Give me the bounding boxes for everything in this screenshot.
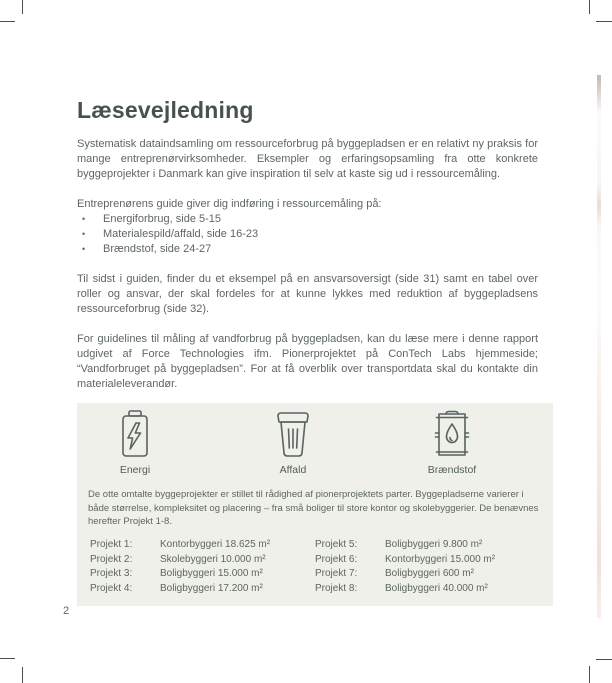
projects-column-left [90, 538, 270, 596]
list-item-energy: • Energiforbrug, side 5-15 [77, 212, 538, 227]
project-label: Projekt 2: [90, 553, 133, 565]
project-value: Boligbyggeri 40.000 m² [385, 582, 488, 594]
project-row-8 [315, 582, 495, 597]
project-row-3 [90, 567, 270, 582]
project-row-4 [90, 582, 270, 597]
project-label: Projekt 4: [90, 582, 133, 594]
crop-mark-bottom-right-horizontal [596, 659, 612, 660]
waste-icon-group [235, 409, 351, 476]
oil-barrel-icon [394, 409, 510, 459]
project-label: Projekt 1: [90, 539, 133, 550]
page-edge-bleed-strip [597, 75, 601, 618]
waste-icon-label: Affald [279, 464, 307, 476]
list-item-fuel: • Brændstof, side 24-27 [77, 242, 538, 257]
guide-topic-list [77, 212, 538, 257]
list-item-waste: • Materialespild/affald, side 16-23 [77, 227, 538, 242]
project-value: Boligbyggeri 15.000 m² [160, 568, 263, 579]
project-label: Projekt 7: [315, 568, 358, 579]
energy-icon-group [77, 409, 193, 476]
projects-description: De otte omtalte byggeprojekter er stillet til rådighed af pionerprojektets parter. Byggepladserne varierer i både størrelse, kompleksitet og placering – fra små boliger til store kontor og skolebyggerier. De benævnes herefter Projekt 1-8. [88, 489, 539, 527]
paragraph-overview: Til sidst i guiden, finder du et eksempel på en ansvarsoversigt (side 31) samt en tabel over roller og ansvar, der skal fordeles for at kunne lykkes med reduktion af byggepladsens ressourceforbrug (side 32). [77, 273, 538, 315]
battery-energy-icon [77, 409, 193, 459]
project-row-2 [90, 553, 270, 568]
paragraph-water: For guidelines til måling af vandforbrug på byggepladsen, kan du læse mere i denne rapport udgivet af Force Technologies ifm. Pionerprojektet på ConTech Labs hjemmeside; “Vandforbruget på byggepladsen”. For at få overblik over transportdata skal du kontakte din materialeleverandør. [77, 333, 538, 390]
page-number: 2 [63, 605, 70, 617]
project-value: Boligbyggeri 9.800 m² [385, 539, 483, 550]
project-row-1 [90, 538, 270, 553]
project-value: Skolebyggeri 10.000 m² [160, 553, 266, 565]
project-row-5 [315, 538, 495, 553]
project-label: Projekt 8: [315, 582, 358, 594]
crop-mark-bottom-left-vertical [22, 667, 23, 683]
fuel-icon-group [394, 409, 510, 476]
text-column [77, 97, 538, 407]
project-label: Projekt 6: [315, 553, 358, 565]
fuel-icon-label: Brændstof [427, 464, 477, 476]
projects-column-right [315, 538, 495, 596]
project-row-6 [315, 553, 495, 568]
project-value: Boligbyggeri 600 m² [385, 568, 474, 579]
energy-icon-label: Energi [119, 464, 151, 476]
project-label: Projekt 3: [90, 568, 133, 579]
trash-bin-icon [235, 409, 351, 459]
paragraph-intro: Systematisk dataindsamling om ressourceforbrug på byggepladsen er en relativt ny praksis for mange entreprenørvirksomheder. Eksempler og erfaringsopsamling fra otte konkrete byggeprojekter i Danmark kan give inspiration til selv at kaste sig ud i ressourcemåling. [77, 138, 538, 180]
project-value: Kontorbyggeri 18.625 m² [160, 539, 271, 550]
crop-mark-bottom-right-vertical [589, 666, 590, 683]
projects-info-box [77, 403, 553, 606]
project-row-7 [315, 567, 495, 582]
project-value: Boligbyggeri 17.200 m² [160, 582, 263, 594]
project-value: Kontorbyggeri 15.000 m² [385, 553, 496, 565]
crop-mark-top-left-vertical [22, 0, 23, 14]
page-title: Læsevejledning [77, 97, 254, 123]
project-label: Projekt 5: [315, 539, 358, 550]
guide-list-intro: Entreprenørens guide giver dig indføring i ressourcemåling på: [77, 198, 382, 210]
crop-mark-top-left-horizontal [0, 21, 15, 22]
crop-mark-top-right-vertical [589, 0, 590, 14]
crop-mark-bottom-left-horizontal [0, 658, 15, 659]
crop-mark-top-right-horizontal [596, 21, 612, 22]
